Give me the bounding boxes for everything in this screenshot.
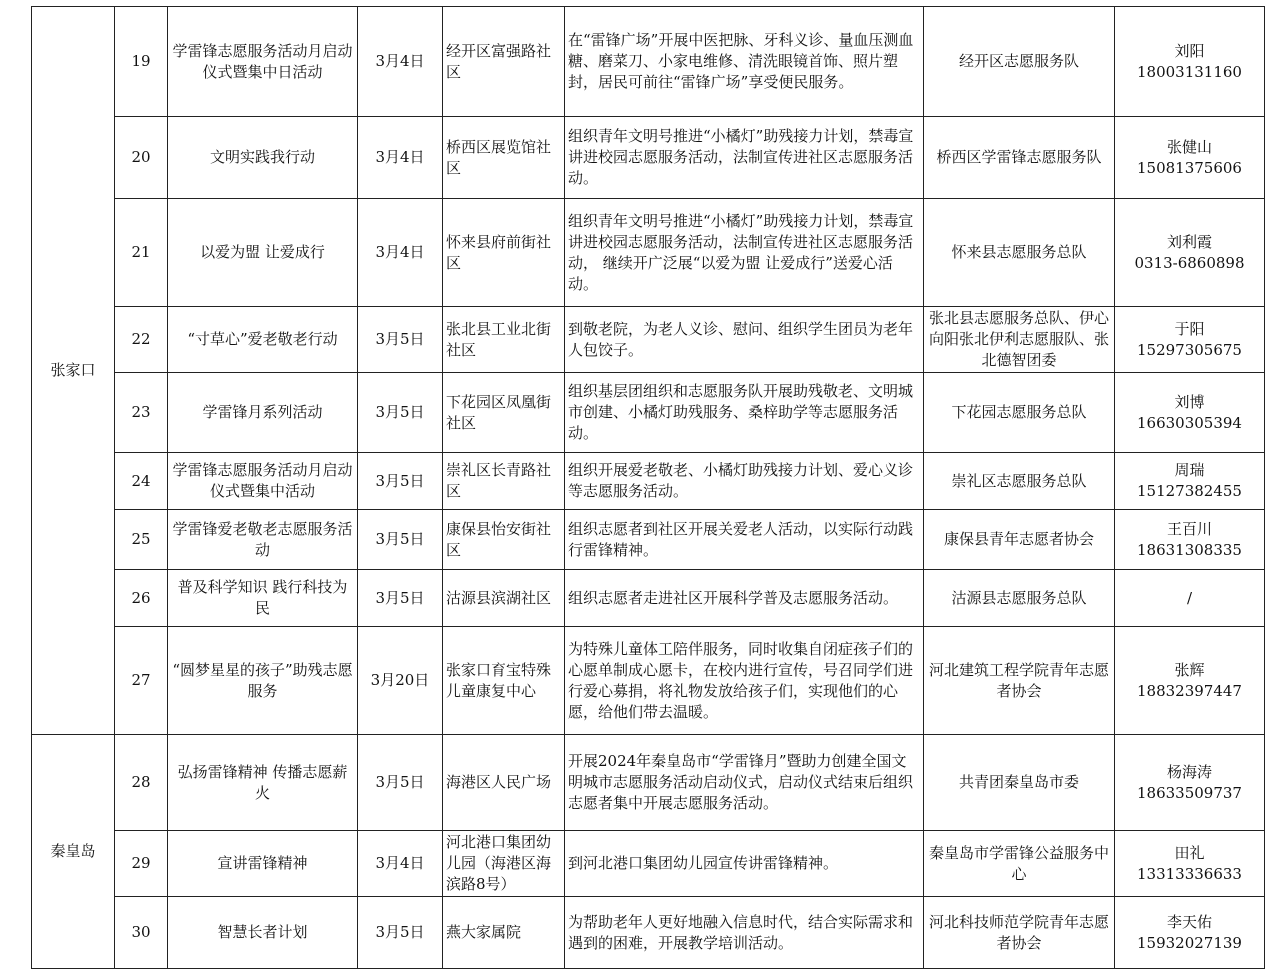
contact-phone: 13313336633	[1137, 864, 1242, 883]
organizer: 崇礼区志愿服务总队	[924, 453, 1115, 510]
activity-content: 开展2024年秦皇岛市“学雷锋月”暨助力创建全国文明城市志愿服务活动启动仪式，启动仪式结束后组织志愿者集中开展志愿服务活动。	[565, 735, 924, 831]
contact-phone: 18633509737	[1137, 783, 1242, 802]
activity-date: 3月4日	[358, 7, 443, 117]
activity-date: 3月5日	[358, 897, 443, 969]
activity-content: 组织青年文明号推进“小橘灯”助残接力计划，禁毒宣讲进校园志愿服务活动，法制宣传进社区志愿服务活动。	[565, 117, 924, 199]
activity-title: 普及科学知识 践行科技为民	[168, 570, 358, 627]
row-number: 21	[115, 199, 168, 307]
activity-title: 智慧长者计划	[168, 897, 358, 969]
activity-location: 沽源县滨湖社区	[443, 570, 565, 627]
contact-phone: 15081375606	[1137, 158, 1242, 177]
organizer: 河北建筑工程学院青年志愿者协会	[924, 627, 1115, 735]
activity-date: 3月5日	[358, 373, 443, 453]
contact-phone: 18832397447	[1137, 681, 1242, 700]
activity-location: 崇礼区长青路社区	[443, 453, 565, 510]
activity-date: 3月5日	[358, 570, 443, 627]
contact-phone: 16630305394	[1137, 413, 1242, 432]
activity-content: 组织青年文明号推进“小橘灯”助残接力计划，禁毒宣讲进校园志愿服务活动，法制宣传进社区志愿服务活动， 继续开广泛展“以爱为盟 让爱成行”送爱心活动。	[565, 199, 924, 307]
row-number: 25	[115, 510, 168, 570]
table-row	[32, 7, 1265, 117]
contact-cell	[1115, 735, 1265, 831]
activity-location: 怀来县府前街社区	[443, 199, 565, 307]
row-number: 24	[115, 453, 168, 510]
activity-date: 3月5日	[358, 307, 443, 373]
activity-title: 学雷锋志愿服务活动月启动仪式暨集中活动	[168, 453, 358, 510]
contact-name: 杨海涛	[1166, 762, 1212, 781]
contact-cell	[1115, 373, 1265, 453]
contact-cell	[1115, 7, 1265, 117]
table-row	[32, 897, 1265, 969]
activity-content: 组织志愿者走进社区开展科学普及志愿服务活动。	[565, 570, 924, 627]
activity-content: 在“雷锋广场”开展中医把脉、牙科义诊、量血压测血糖、磨菜刀、小家电维修、清洗眼镜首饰、照片塑封，居民可前往“雷锋广场”享受便民服务。	[565, 7, 924, 117]
activity-content: 到敬老院，为老人义诊、慰问、组织学生团员为老年人包饺子。	[565, 307, 924, 373]
contact-name: 刘阳	[1174, 41, 1205, 60]
activity-date: 3月4日	[358, 117, 443, 199]
contact-cell	[1115, 199, 1265, 307]
contact-name: 刘博	[1174, 392, 1205, 411]
contact-name: 刘利霞	[1166, 232, 1212, 251]
contact-name: 张辉	[1174, 660, 1205, 679]
activity-location: 下花园区凤凰街社区	[443, 373, 565, 453]
activity-content: 为特殊儿童体工陪伴服务，同时收集自闭症孩子们的心愿单制成心愿卡，在校内进行宣传，号召同学们进行爱心募捐，将礼物发放给孩子们，实现他们的心愿，给他们带去温暖。	[565, 627, 924, 735]
organizer: 下花园志愿服务总队	[924, 373, 1115, 453]
activity-date: 3月4日	[358, 831, 443, 897]
activity-title: 学雷锋志愿服务活动月启动仪式暨集中日活动	[168, 7, 358, 117]
row-number: 28	[115, 735, 168, 831]
organizer: 秦皇岛市学雷锋公益服务中心	[924, 831, 1115, 897]
table-row	[32, 199, 1265, 307]
row-number: 29	[115, 831, 168, 897]
region-cell: 张家口	[32, 7, 115, 735]
activity-location: 张北县工业北街社区	[443, 307, 565, 373]
contact-phone: 18003131160	[1137, 62, 1242, 81]
activity-location: 桥西区展览馆社区	[443, 117, 565, 199]
activity-content: 组织基层团组织和志愿服务队开展助残敬老、文明城市创建、小橘灯助残服务、桑梓助学等志愿服务活动。	[565, 373, 924, 453]
organizer: 经开区志愿服务队	[924, 7, 1115, 117]
contact-name: 张健山	[1166, 137, 1212, 156]
table-row	[32, 735, 1265, 831]
contact-phone: 0313-6860898	[1134, 253, 1245, 272]
row-number: 23	[115, 373, 168, 453]
row-number: 22	[115, 307, 168, 373]
activity-location: 燕大家属院	[443, 897, 565, 969]
organizer: 沽源县志愿服务总队	[924, 570, 1115, 627]
activity-location: 河北港口集团幼儿园（海港区海滨路8号）	[443, 831, 565, 897]
contact-cell	[1115, 117, 1265, 199]
organizer: 张北县志愿服务总队、伊心向阳张北伊利志愿服队、张北德智团委	[924, 307, 1115, 373]
volunteer-activity-table	[31, 6, 1265, 969]
region-cell: 秦皇岛	[32, 735, 115, 969]
activity-title: 弘扬雷锋精神 传播志愿薪火	[168, 735, 358, 831]
contact-cell	[1115, 831, 1265, 897]
activity-content: 为帮助老年人更好地融入信息时代，结合实际需求和遇到的困难，开展教学培训活动。	[565, 897, 924, 969]
table-row	[32, 831, 1265, 897]
contact-cell	[1115, 307, 1265, 373]
activity-content: 到河北港口集团幼儿园宣传讲雷锋精神。	[565, 831, 924, 897]
row-number: 30	[115, 897, 168, 969]
activity-date: 3月4日	[358, 199, 443, 307]
organizer: 共青团秦皇岛市委	[924, 735, 1115, 831]
table-row	[32, 510, 1265, 570]
activity-location: 张家口育宝特殊儿童康复中心	[443, 627, 565, 735]
activity-date: 3月20日	[358, 627, 443, 735]
activity-title: 以爱为盟 让爱成行	[168, 199, 358, 307]
row-number: 26	[115, 570, 168, 627]
contact-name: 王百川	[1166, 519, 1212, 538]
table-row	[32, 307, 1265, 373]
activity-date: 3月5日	[358, 453, 443, 510]
contact-phone: 15932027139	[1137, 933, 1242, 952]
contact-cell	[1115, 453, 1265, 510]
activity-title: 宣讲雷锋精神	[168, 831, 358, 897]
activity-title: 学雷锋爱老敬老志愿服务活动	[168, 510, 358, 570]
table-row	[32, 117, 1265, 199]
activity-title: 学雷锋月系列活动	[168, 373, 358, 453]
organizer: 怀来县志愿服务总队	[924, 199, 1115, 307]
contact-cell	[1115, 570, 1265, 627]
organizer: 桥西区学雷锋志愿服务队	[924, 117, 1115, 199]
contact-name: 李天佑	[1166, 912, 1212, 931]
organizer: 康保县青年志愿者协会	[924, 510, 1115, 570]
activity-date: 3月5日	[358, 510, 443, 570]
contact-name: 周瑞	[1174, 461, 1205, 479]
activity-content: 组织开展爱老敬老、小橘灯助残接力计划、爱心义诊等志愿服务活动。	[565, 453, 924, 510]
contact-name: /	[1186, 588, 1193, 607]
contact-phone: 15127382455	[1137, 482, 1242, 500]
activity-date: 3月5日	[358, 735, 443, 831]
row-number: 27	[115, 627, 168, 735]
contact-name: 于阳	[1174, 319, 1205, 338]
activity-title: “寸草心”爱老敬老行动	[168, 307, 358, 373]
row-number: 20	[115, 117, 168, 199]
table-row	[32, 373, 1265, 453]
activity-location: 经开区富强路社区	[443, 7, 565, 117]
row-number: 19	[115, 7, 168, 117]
activity-location: 康保县怡安街社区	[443, 510, 565, 570]
contact-cell	[1115, 627, 1265, 735]
activity-title: “圆梦星星的孩子”助残志愿服务	[168, 627, 358, 735]
contact-phone: 18631308335	[1137, 540, 1242, 559]
contact-cell	[1115, 897, 1265, 969]
contact-cell	[1115, 510, 1265, 570]
contact-name: 田礼	[1174, 843, 1205, 862]
activity-location: 海港区人民广场	[443, 735, 565, 831]
activity-content: 组织志愿者到社区开展关爱老人活动，以实际行动践行雷锋精神。	[565, 510, 924, 570]
activity-title: 文明实践我行动	[168, 117, 358, 199]
table-row	[32, 570, 1265, 627]
table-row	[32, 627, 1265, 735]
table-row	[32, 453, 1265, 510]
organizer: 河北科技师范学院青年志愿者协会	[924, 897, 1115, 969]
contact-phone: 15297305675	[1137, 340, 1242, 359]
